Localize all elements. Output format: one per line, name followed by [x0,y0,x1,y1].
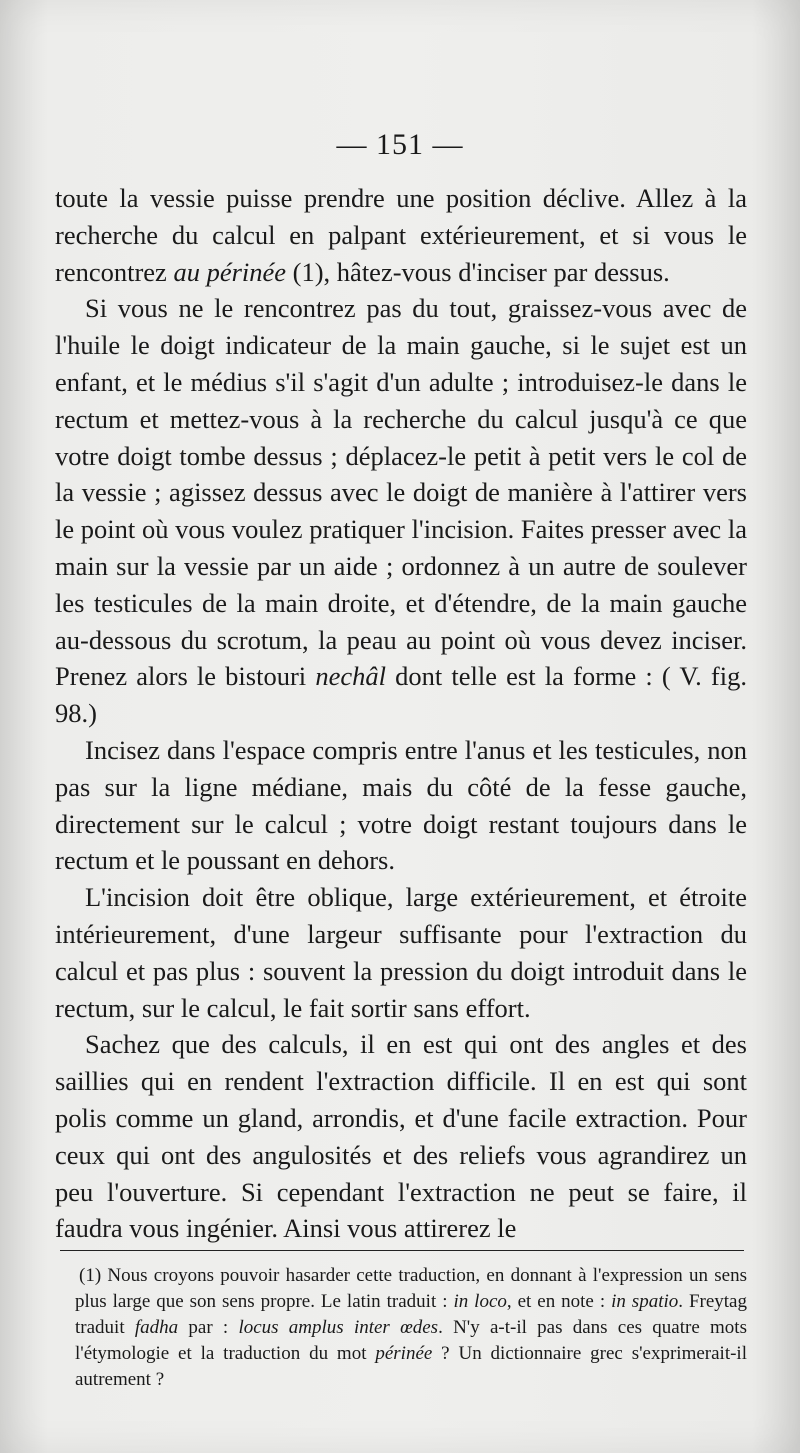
paragraph-3 [55,732,747,879]
main-text [55,180,747,1247]
text-run: , et en note : [506,1291,612,1312]
footnote-text [75,1263,747,1393]
page-number: — 151 — [336,128,464,161]
italic-text: périnée [375,1343,433,1364]
italic-text: in loco [453,1291,507,1312]
text-run: Incisez dans l'espace compris entre l'anus et les testicules, non pas sur la ligne médiane, mais du côté de la fesse gauche, directement sur le calcul ; votre doigt restant toujours dans le rectum et le poussant en dehors. [55,734,747,876]
paragraph-2 [55,290,747,732]
italic-text: au périnée [173,256,287,287]
text-run: . N'y a-t-il pas dans ces quatre mots l'étymologie et la traduction du mot [75,1317,747,1364]
italic-text: nechâl [315,661,386,692]
italic-text: in spatio [611,1291,679,1312]
italic-text: fadha [134,1317,179,1338]
text-run: L'incision doit être oblique, large extérieurement, et étroite intérieurement, d'une largeur suffisante pour l'extraction du calcul et pas plus : souvent la pression du doigt introduit dans le rectum, sur le calcul, le fait sortir sans effort. [55,882,747,1023]
text-run: par : [178,1317,239,1338]
text-run: dont telle est la forme : ( V. fig. 98.) [55,661,747,729]
text-run: toute la vessie puisse prendre une position déclive. Allez à la recherche du calcul en palpant extérieurement, et si vous le rencontrez [55,183,747,287]
text-run: (1), hâtez-vous d'inciser par dessus. [286,256,670,287]
footnote-divider [60,1250,744,1251]
text-run: (1) Nous croyons pouvoir hasarder cette traduction, en donnant à l'expression un sens plus large que son sens propre. Le latin traduit : [75,1265,747,1312]
footnote [75,1263,747,1393]
text-run: Si vous ne le rencontrez pas du tout, graissez-vous avec de l'huile le doigt indicateur de la main gauche, si le sujet est un enfant, et le médius s'il s'agit d'un adulte ; introduisez-le dans le rectum et mettez-vous à la recherche du calcul jusqu'à ce que votre doigt tombe dessus ; déplacez-le petit à petit vers le col de la vessie ; agissez dessus avec le doigt de manière à l'attirer vers le point où vous voulez pratiquer l'incision. Faites presser avec la main sur la vessie par un aide ; ordonnez à un autre de soulever les testicules de la main droite, et d'étendre, de la main gauche au-dessous du scrotum, la peau au point où vous devez inciser. Prenez alors le bistouri [55,293,747,692]
text-run: Sachez que des calculs, il en est qui ont des angles et des saillies qui en rendent l'extraction difficile. Il en est qui sont polis comme un gland, arrondis, et d'une facile extraction. Pour ceux qui ont des angulosités et des reliefs vous agrandirez un peu l'ouverture. Si cependant l'extraction ne peut se faire, il faudra vous ingénier. Ainsi vous attirerez le [55,1029,747,1244]
paragraph-1 [55,180,747,290]
text-run: ? Un dictionnaire grec s'exprimerait-il autrement ? [75,1343,747,1390]
paragraph-5 [55,1026,747,1247]
italic-text: locus amplus inter œdes [238,1317,439,1338]
text-run: . Freytag traduit [75,1291,747,1338]
paragraph-4 [55,879,747,1026]
